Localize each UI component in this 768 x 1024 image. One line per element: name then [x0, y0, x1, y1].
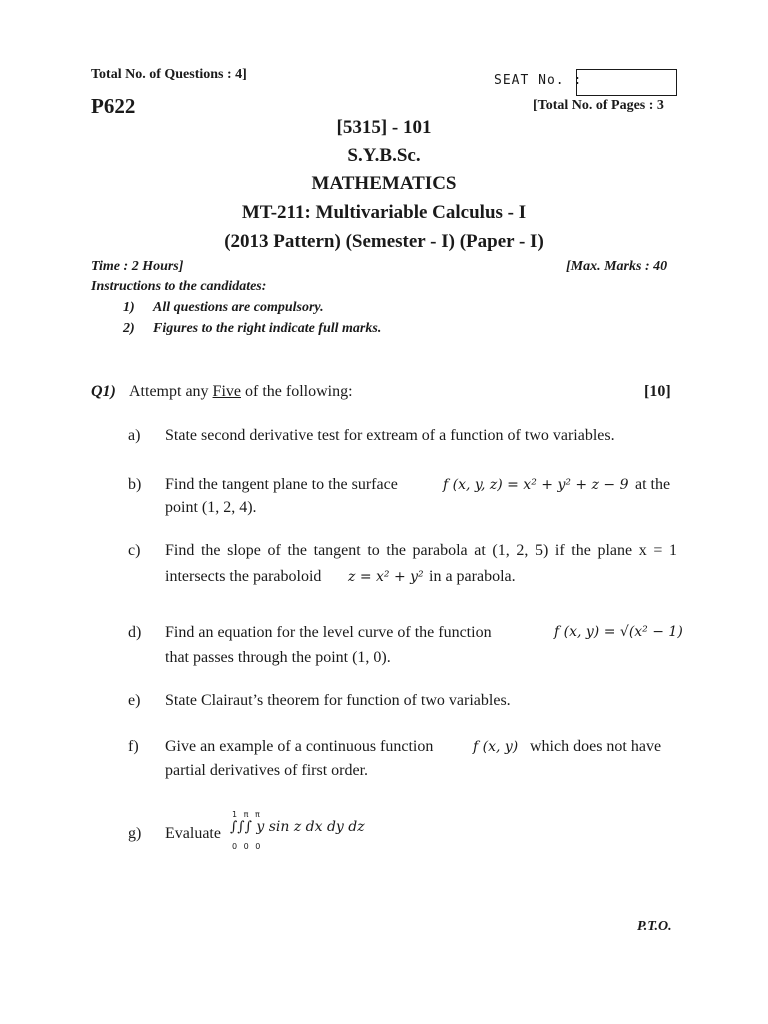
item-text: that passes through the point (1, 0). — [165, 649, 391, 666]
paper-title: MT-211: Multivariable Calculus - I — [241, 202, 527, 223]
item-text: point (1, 2, 4). — [165, 499, 257, 516]
seat-number-box[interactable] — [576, 69, 677, 96]
total-questions: Total No. of Questions : 4] — [91, 67, 247, 82]
item-text: Evaluate — [165, 825, 221, 842]
item-text: in a parabola. — [429, 568, 516, 585]
math-expression: z = x² + y² — [348, 569, 424, 585]
question-text-part: of the following: — [241, 383, 353, 400]
subject-name: MATHEMATICS — [311, 173, 457, 194]
item-text: Give an example of a continuous function — [165, 738, 434, 755]
math-expression: f (x, y) — [473, 739, 519, 755]
question-text-part: Attempt any — [129, 383, 213, 400]
course-name: S.Y.B.Sc. — [347, 145, 421, 166]
instruction-number: 2) — [123, 321, 135, 336]
question-marks: [10] — [644, 383, 671, 400]
item-text: Find an equation for the level curve of the function — [165, 624, 492, 641]
item-letter: a) — [128, 427, 141, 444]
item-letter: d) — [128, 624, 142, 641]
item-letter: g) — [128, 825, 142, 842]
math-expression: ∫∫∫ y sin z dx dy dz — [230, 819, 365, 835]
item-text: which does not have — [530, 738, 662, 755]
item-text: partial derivatives of first order. — [165, 762, 369, 779]
max-marks: [Max. Marks : 40 — [566, 259, 668, 274]
item-text: at the — [635, 476, 671, 493]
instruction-number: 1) — [123, 300, 135, 315]
instruction-text: Figures to the right indicate full marks. — [153, 321, 382, 336]
question-label: Q1) — [91, 383, 116, 400]
item-text: intersects the paraboloid — [165, 568, 322, 585]
item-letter: b) — [128, 476, 142, 493]
question-instruction — [129, 383, 353, 401]
page-turn-over: P.T.O. — [637, 919, 672, 934]
item-text: State second derivative test for extream of a function of two variables. — [165, 427, 615, 444]
item-text: State Clairaut’s theorem for function of two variables. — [165, 692, 511, 709]
total-pages: [Total No. of Pages : 3 — [533, 98, 664, 113]
item-letter: e) — [128, 692, 141, 709]
item-text: Find the tangent plane to the surface — [165, 476, 398, 493]
seat-number-label: SEAT No. : — [494, 73, 583, 88]
instructions-heading: Instructions to the candidates: — [91, 279, 267, 294]
math-expression: f (x, y, z) = x² + y² + z − 9 — [443, 477, 629, 493]
exam-time: Time : 2 Hours] — [91, 259, 184, 274]
instruction-text: All questions are compulsory. — [153, 300, 324, 315]
exam-code: [5315] - 101 — [336, 117, 432, 138]
paper-code: P622 — [91, 94, 136, 118]
math-expression: f (x, y) = √(x² − 1) — [554, 624, 683, 640]
integral-upper-limits: 1 π π — [232, 810, 262, 819]
item-letter: f) — [128, 738, 139, 755]
question-text-underlined: Five — [212, 383, 241, 400]
integral-lower-limits: 0 0 0 — [232, 842, 263, 851]
item-letter: c) — [128, 542, 141, 559]
paper-pattern: (2013 Pattern) (Semester - I) (Paper - I) — [224, 231, 544, 252]
item-text: Find the slope of the tangent to the parabola at (1, 2, 5) if the plane x = 1 — [165, 542, 677, 559]
